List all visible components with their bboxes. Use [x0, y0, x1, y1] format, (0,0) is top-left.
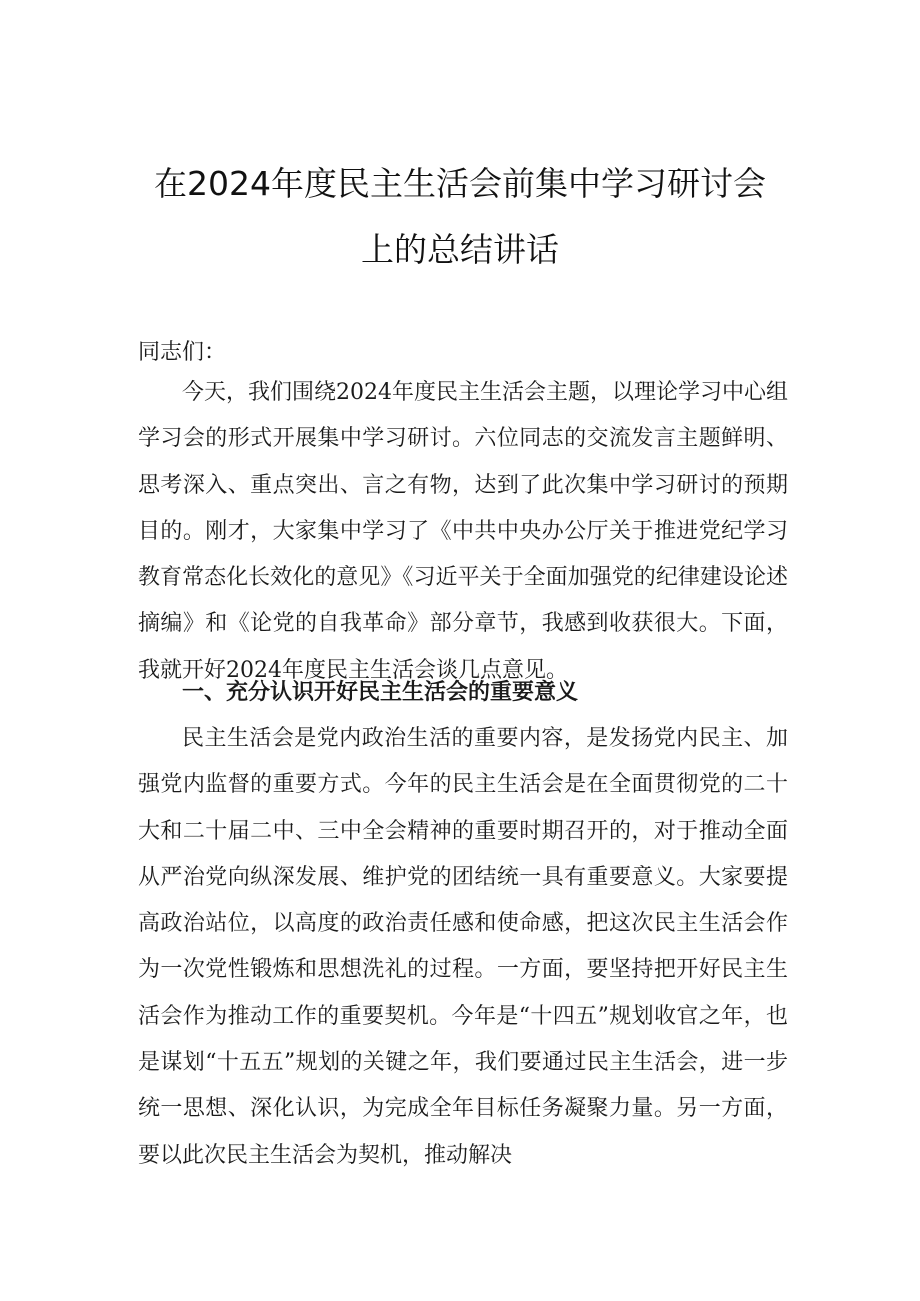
paragraph-intro: 今天，我们围绕2024年度民主生活会主题，以理论学习中心组学习会的形式开展集中学习研讨。六位同志的交流发言主题鲜明、思考深入、重点突出、言之有物，达到了此次集中学习研讨的预期目的。刚才，大家集中学习了《中共中央办公厅关于推进党纪学习教育常态化长效化的意见》《习近平关于全面加强党的纪律建设论述摘编》和《论党的自我革命》部分章节，我感到收获很大。下面，我就开好2024年度民主生活会谈几点意见。 [138, 380, 788, 683]
salutation: 同志们： [138, 340, 227, 365]
paragraph-section-1: 民主生活会是党内政治生活的重要内容，是发扬党内民主、加强党内监督的重要方式。今年的民主生活会是在全面贯彻党的二十大和二十届二中、三中全会精神的重要时期召开的，对于推动全面从严治党向纵深发展、维护党的团结统一具有重要意义。大家要提高政治站位，以高度的政治责任感和使命感，把这次民主生活会作为一次党性锻炼和思想洗礼的过程。一方面，要坚持把开好民主生活会作为推动工作的重要契机。今年是“十四五”规划收官之年，也是谋划“十五五”规划的关键之年，我们要通过民主生活会，进一步统一思想、深化认识，为完成全年目标任务凝聚力量。另一方面，要以此次民主生活会为契机，推动解决 [138, 726, 788, 1168]
document-title-line1: 在2024年度民主生活会前集中学习研讨会 [154, 164, 766, 203]
document-title-line2: 上的总结讲话 [361, 230, 559, 269]
section-heading-1: 一、充分认识开好民主生活会的重要意义 [182, 680, 579, 705]
